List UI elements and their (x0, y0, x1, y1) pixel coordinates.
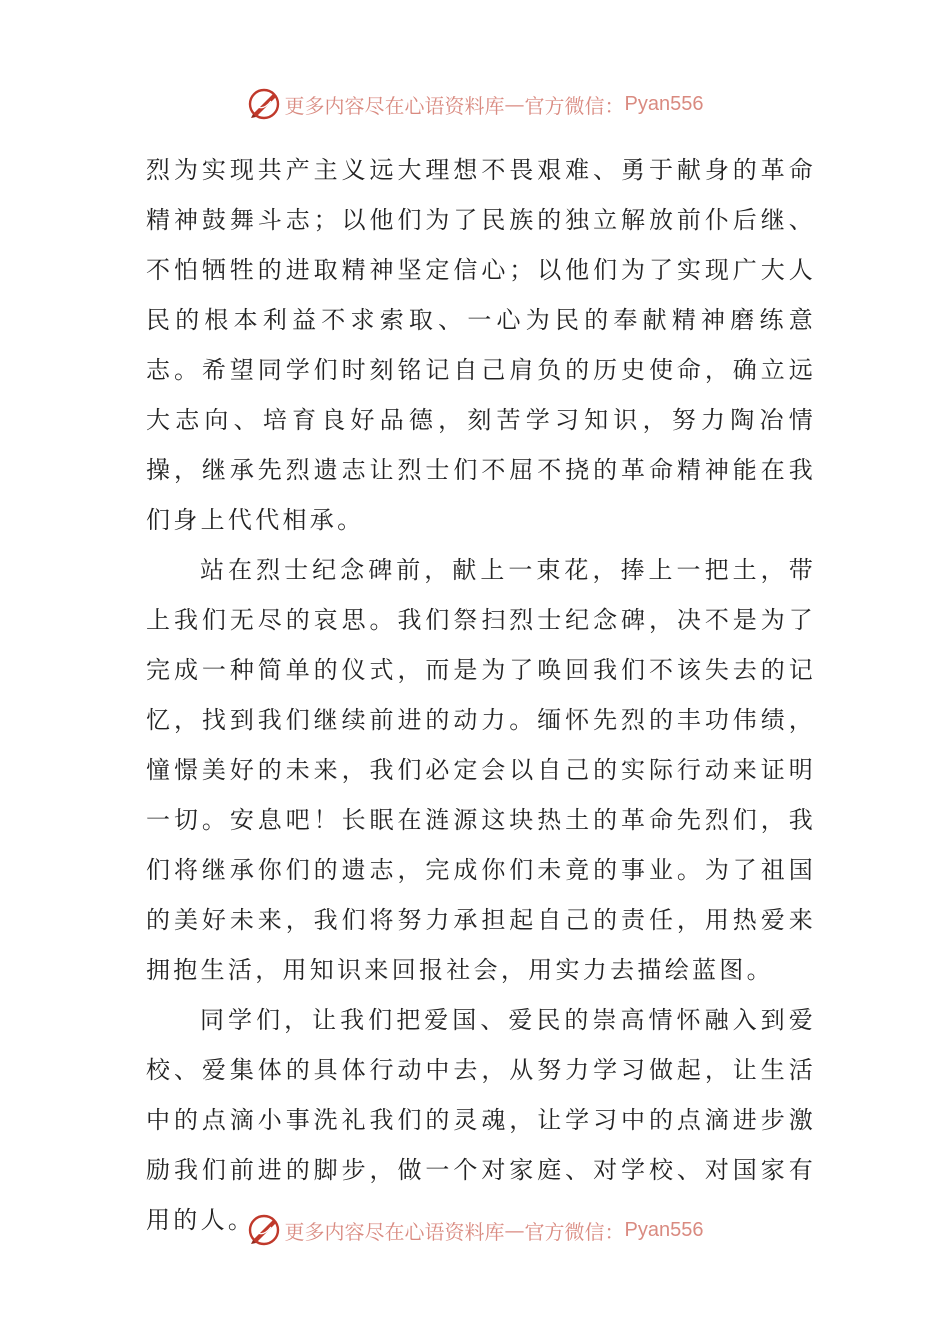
header-dash: — (504, 92, 525, 116)
footer-brand-text: 更多内容尽在心语资料库 (284, 1219, 505, 1244)
footer-banner (0, 1210, 950, 1250)
header-banner (0, 84, 950, 124)
footer-wechat-label: 官方微信： (524, 1219, 625, 1244)
footer-dash: — (504, 1218, 525, 1242)
paragraph-3: 同学们，让我们把爱国、爱民的崇高情怀融入到爱校、爱集体的具体行动中去，从努力学习做起，让生活中的点滴小事洗礼我们的灵魂，让学习中的点滴进步激励我们前进的脚步，做一个对家庭、对学校、对国家有用的人。 (146, 1006, 816, 1234)
pen-logo-icon (247, 87, 281, 121)
header-wechat-id: Pyan556 (624, 92, 704, 115)
document-body (146, 145, 816, 1245)
header-brand-text: 更多内容尽在心语资料库 (284, 93, 505, 118)
paragraph-1: 烈为实现共产主义远大理想不畏艰难、勇于献身的革命精神鼓舞斗志；以他们为了民族的独立解放前仆后继、不怕牺牲的进取精神坚定信心；以他们为了实现广大人民的根本利益不求索取、一心为民的奉献精神磨练意志。希望同学们时刻铭记自己肩负的历史使命，确立远大志向、培育良好品德，刻苦学习知识，努力陶冶情操，继承先烈遗志让烈士们不屈不挠的革命精神能在我们身上代代相承。 (146, 156, 816, 534)
footer-wechat-id: Pyan556 (624, 1218, 704, 1241)
pen-logo-icon (247, 1213, 281, 1247)
paragraph-2: 站在烈士纪念碑前，献上一束花，捧上一把土，带上我们无尽的哀思。我们祭扫烈士纪念碑，决不是为了完成一种简单的仪式，而是为了唤回我们不该失去的记忆，找到我们继续前进的动力。缅怀先烈的丰功伟绩，憧憬美好的未来，我们必定会以自己的实际行动来证明一切。安息吧！长眠在涟源这块热土的革命先烈们，我们将继承你们的遗志，完成你们未竟的事业。为了祖国的美好未来，我们将努力承担起自己的责任，用热爱来拥抱生活，用知识来回报社会，用实力去描绘蓝图。 (146, 556, 816, 984)
header-wechat-label: 官方微信： (524, 93, 625, 118)
